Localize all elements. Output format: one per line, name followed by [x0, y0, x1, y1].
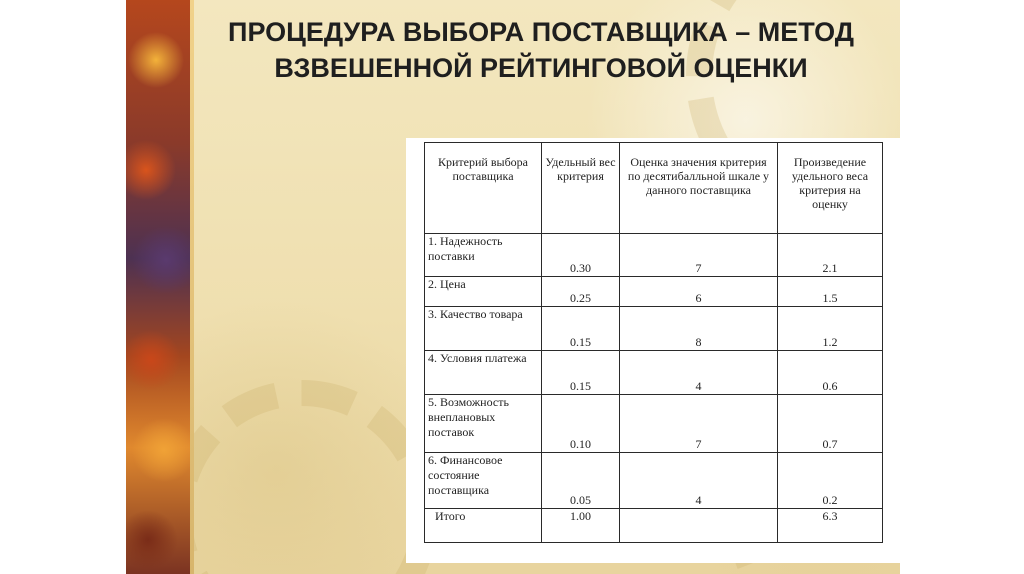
table-row — [425, 351, 883, 395]
header-score: Оценка значения критерия по десятибалльной шкале у данного поставщика — [620, 143, 778, 234]
header-product: Произведение удельного веса критерия на оценку — [778, 143, 883, 234]
total-score — [620, 509, 778, 543]
score-cell: 4 — [620, 351, 778, 395]
criteria-table — [424, 142, 883, 543]
score-cell: 7 — [620, 234, 778, 277]
gear-decoration — [166, 380, 438, 574]
score-cell: 4 — [620, 453, 778, 509]
product-cell: 0.7 — [778, 395, 883, 453]
total-product: 6.3 — [778, 509, 883, 543]
criterion-cell: 4. Условия платежа — [425, 351, 542, 395]
table-image — [406, 138, 900, 563]
table-row — [425, 453, 883, 509]
product-cell: 0.6 — [778, 351, 883, 395]
product-cell: 0.2 — [778, 453, 883, 509]
table-header-row — [425, 143, 883, 234]
table-total-row — [425, 509, 883, 543]
criterion-cell: 5. Возможность внеплановых поставок — [425, 395, 542, 453]
header-criterion: Критерий выбора поставщика — [425, 143, 542, 234]
criterion-cell: 3. Качество товара — [425, 307, 542, 351]
score-cell: 6 — [620, 277, 778, 307]
slide-title: ПРОЦЕДУРА ВЫБОРА ПОСТАВЩИКА – МЕТОД ВЗВЕШЕННОЙ РЕЙТИНГОВОЙ ОЦЕНКИ — [228, 17, 854, 83]
slide — [126, 0, 900, 574]
criterion-cell: 2. Цена — [425, 277, 542, 307]
weight-cell: 0.15 — [542, 307, 620, 351]
criterion-cell: 1. Надежность поставки — [425, 234, 542, 277]
decorative-side-strip — [126, 0, 190, 574]
table-row — [425, 234, 883, 277]
total-weight: 1.00 — [542, 509, 620, 543]
header-weight: Удельный вес критерия — [542, 143, 620, 234]
criterion-cell: 6. Финансовое состояние поставщика — [425, 453, 542, 509]
score-cell: 7 — [620, 395, 778, 453]
weight-cell: 0.15 — [542, 351, 620, 395]
product-cell: 2.1 — [778, 234, 883, 277]
weight-cell: 0.30 — [542, 234, 620, 277]
total-label: Итого — [425, 509, 542, 543]
weight-cell: 0.10 — [542, 395, 620, 453]
strip-edge — [190, 0, 194, 574]
table-row — [425, 395, 883, 453]
product-cell: 1.2 — [778, 307, 883, 351]
weight-cell: 0.05 — [542, 453, 620, 509]
product-cell: 1.5 — [778, 277, 883, 307]
table-row — [425, 277, 883, 307]
score-cell: 8 — [620, 307, 778, 351]
table-row — [425, 307, 883, 351]
weight-cell: 0.25 — [542, 277, 620, 307]
